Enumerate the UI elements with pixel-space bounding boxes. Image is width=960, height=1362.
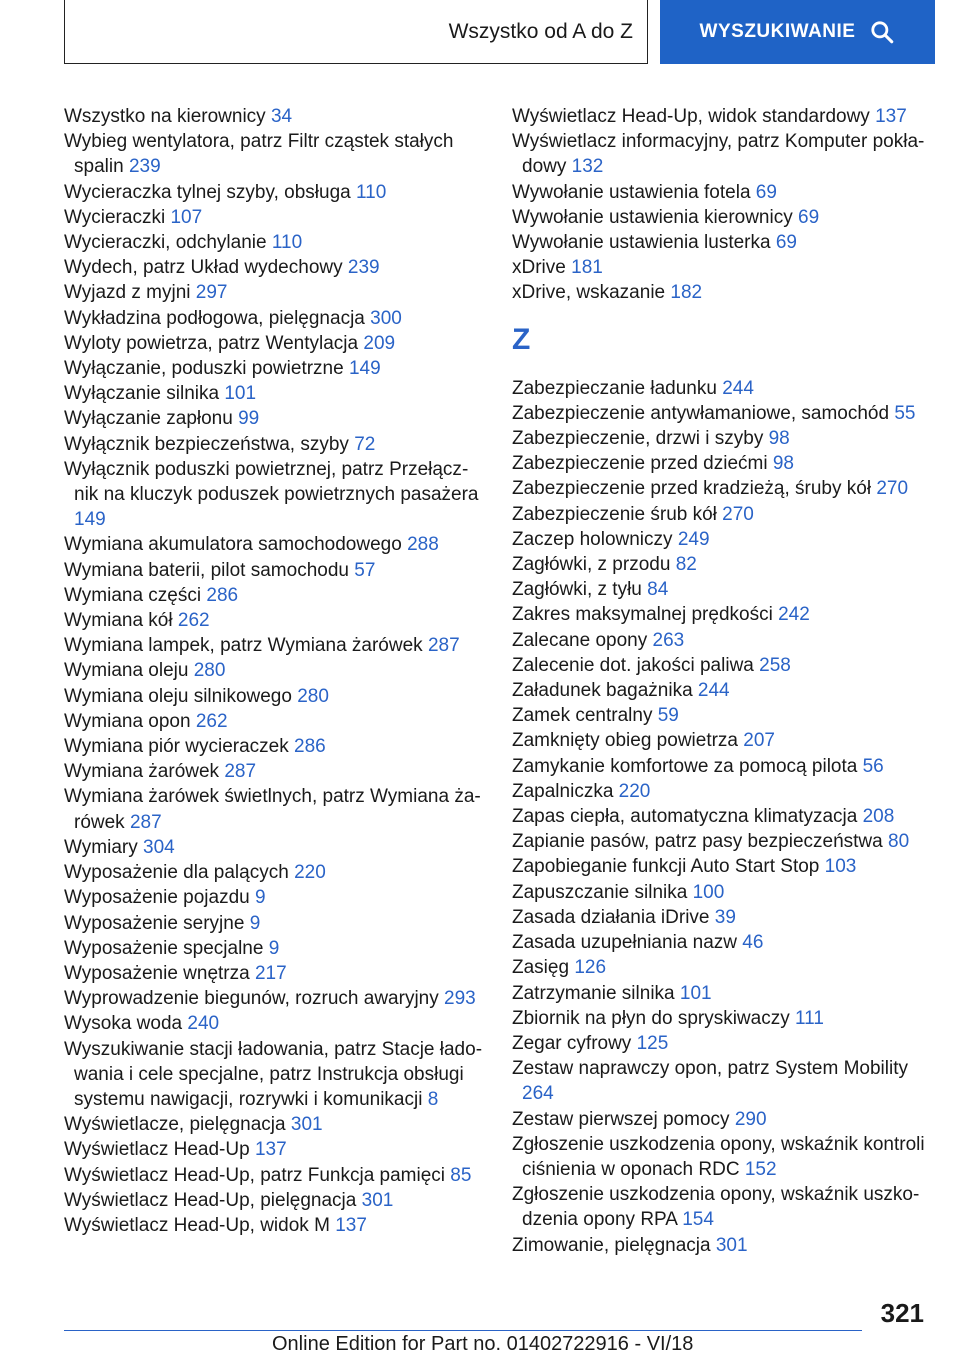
index-entry <box>64 658 484 683</box>
index-entry-text: Wymiana akumulatora samochodowego <box>64 534 402 556</box>
index-entry-text: Wymiana opon <box>64 710 191 732</box>
index-entry-text: Wymiana baterii, pilot samochodu <box>64 559 349 581</box>
index-entry <box>64 255 484 280</box>
index-entry-text: Zabezpieczenie przed dziećmi <box>512 453 768 475</box>
index-entry <box>512 1107 932 1132</box>
index-entry-text: Zbiornik na płyn do spryskiwaczy <box>512 1007 790 1029</box>
index-entry <box>64 885 484 910</box>
index-entry <box>512 577 932 602</box>
footer-divider <box>64 1330 862 1331</box>
index-entry-text: Zamek centralny <box>512 705 653 727</box>
index-entry <box>512 829 932 854</box>
page-reference-link[interactable]: 125 <box>636 1032 669 1054</box>
index-entry-text: Zabezpieczenie śrub kół <box>512 503 717 525</box>
page-reference-link[interactable]: 137 <box>875 106 907 127</box>
index-entry-text: Wyłączanie silnika <box>64 383 220 405</box>
index-entry <box>64 911 484 936</box>
page-reference-link[interactable]: 301 <box>290 1114 323 1136</box>
index-entry-text: Wyświetlacze, pielęgnacja <box>64 1114 286 1136</box>
index-entry-text: Wymiana żarówek świetlnych, patrz Wymiana żarówek <box>64 786 481 833</box>
index-entry <box>64 759 484 784</box>
index-entry-text: Zamknięty obieg powietrza <box>512 730 738 752</box>
page-reference-link[interactable]: 270 <box>876 478 909 500</box>
index-entry-text: Zestaw pierwszej pomocy <box>512 1108 730 1130</box>
index-entry <box>64 784 484 834</box>
page-reference-link[interactable]: 301 <box>361 1189 394 1211</box>
page-reference-link[interactable]: 220 <box>618 780 651 802</box>
page-reference-link[interactable]: 137 <box>335 1214 367 1236</box>
page-reference-link[interactable]: 280 <box>193 660 226 682</box>
index-entry <box>512 1056 932 1106</box>
index-entry <box>512 930 932 955</box>
index-entry <box>512 628 932 653</box>
index-entry <box>512 426 932 451</box>
page-reference-link[interactable]: 9 <box>255 887 266 909</box>
index-entry <box>512 779 932 804</box>
page-reference-link[interactable]: 69 <box>755 181 777 203</box>
page-reference-link[interactable]: 258 <box>759 654 791 676</box>
index-entry <box>64 381 484 406</box>
index-entry <box>512 1233 932 1258</box>
index-entry <box>512 602 932 627</box>
index-entry-text: Wyświetlacz Head-Up, widok M <box>64 1214 330 1236</box>
page-reference-link[interactable]: 101 <box>679 982 712 1004</box>
page-reference-link[interactable]: 262 <box>177 610 210 632</box>
index-entry-text: Zegar cyfrowy <box>512 1032 632 1054</box>
index-entry <box>512 376 932 401</box>
index-entry <box>512 1132 932 1182</box>
index-entry-text: Wymiana części <box>64 584 202 606</box>
page-reference-link[interactable]: 301 <box>715 1234 748 1256</box>
index-entry-text: Wyświetlacz Head-Up, patrz Funkcja pamięci <box>64 1164 446 1186</box>
index-entry <box>512 451 932 476</box>
page-reference-link[interactable]: 239 <box>347 257 380 279</box>
page-reference-link[interactable]: 9 <box>268 937 280 959</box>
index-entry <box>64 457 484 533</box>
index-entry <box>64 129 484 179</box>
index-entry-text: Wywołanie ustawienia lusterka <box>512 232 771 254</box>
page-reference-link[interactable]: 207 <box>743 730 775 752</box>
section-letter-heading: Z <box>512 322 531 356</box>
index-entry <box>512 527 932 552</box>
page-reference-link[interactable]: 249 <box>677 528 710 550</box>
magnifier-icon <box>869 19 895 45</box>
page-reference-link[interactable]: 110 <box>355 181 387 203</box>
index-entry <box>512 552 932 577</box>
page-reference-link[interactable]: 244 <box>722 377 754 399</box>
index-entry <box>512 230 932 255</box>
index-entry <box>512 401 932 426</box>
index-entry <box>512 804 932 829</box>
index-entry-text: Zasada uzupełniania nazw <box>512 932 737 954</box>
page-reference-link[interactable]: 286 <box>294 736 326 758</box>
index-entry-text: Wysoka woda <box>64 1013 183 1035</box>
index-entry-text: Wymiana oleju <box>64 660 189 682</box>
page-reference-link[interactable]: 287 <box>224 761 257 783</box>
index-entry <box>64 432 484 457</box>
index-entry-text: Wycieraczki, odchylanie <box>64 232 267 254</box>
page-reference-link[interactable]: 154 <box>682 1209 714 1231</box>
index-entry-text: Wyposażenie dla palących <box>64 862 289 884</box>
index-entry <box>64 936 484 961</box>
index-entry-text: Wywołanie ustawienia kierownicy <box>512 206 793 228</box>
index-entry-text: Zagłówki, z przodu <box>512 554 671 576</box>
page-reference-link[interactable]: 290 <box>734 1108 767 1130</box>
index-entry <box>64 306 484 331</box>
index-entry <box>64 1213 484 1238</box>
index-entry <box>64 406 484 431</box>
page-reference-link[interactable]: 209 <box>363 332 396 354</box>
index-entry <box>64 532 484 557</box>
page-reference-link[interactable]: 220 <box>294 862 326 884</box>
page-reference-link[interactable]: 181 <box>571 257 603 279</box>
search-button-label: WYSZUKIWANIE <box>699 21 856 42</box>
index-entry-text: Wymiana piór wycieraczek <box>64 736 289 758</box>
index-entry-text: Wymiana żarówek <box>64 761 220 783</box>
page-reference-link[interactable]: 103 <box>824 856 857 878</box>
index-entry-text: Zatrzymanie silnika <box>512 982 675 1004</box>
page-reference-link[interactable]: 149 <box>348 358 381 380</box>
page-reference-link[interactable]: 110 <box>271 232 303 254</box>
page-reference-link[interactable]: 69 <box>798 206 820 228</box>
index-entry-text: Wyłącznik bezpieczeństwa, szyby <box>64 433 349 455</box>
index-entry <box>64 230 484 255</box>
index-entry <box>64 558 484 583</box>
page-reference-link[interactable]: 100 <box>692 881 725 903</box>
page-reference-link[interactable]: 56 <box>862 755 884 777</box>
index-entry <box>512 1031 932 1056</box>
page-reference-link[interactable]: 270 <box>722 503 754 525</box>
index-entry <box>512 678 932 703</box>
index-entry <box>512 653 932 678</box>
index-entry-text: Wyłączanie zapłonu <box>64 408 233 430</box>
index-entry-text: Wymiary <box>64 836 138 858</box>
index-entry <box>512 180 932 205</box>
page-number: 321 <box>880 1298 924 1328</box>
index-entry <box>64 961 484 986</box>
index-entry-text: Wymiana lampek, patrz Wymiana żarówek <box>64 635 423 657</box>
index-entry-text: Wyprowadzenie biegunów, rozruch awaryjny <box>64 988 439 1010</box>
index-entry <box>512 104 932 129</box>
index-entry-text: Zabezpieczenie antywłamaniowe, samochód <box>512 402 890 424</box>
page-reference-link[interactable]: 126 <box>574 957 607 979</box>
index-entry-text: Zabezpieczanie ładunku <box>512 377 717 399</box>
index-entry-text: Zasada działania iDrive <box>512 906 710 928</box>
page-reference-link[interactable]: 182 <box>670 282 703 304</box>
page-reference-link[interactable]: 264 <box>522 1083 554 1105</box>
index-entry <box>512 1182 932 1232</box>
index-entry-text: Wyłącznik poduszki powietrznej, patrz Przełącznik na kluczyk poduszek powietrznych pasażera <box>64 458 479 506</box>
index-entry <box>64 1163 484 1188</box>
index-entry-text: Wyloty powietrza, patrz Wentylacja <box>64 332 359 354</box>
index-entry-text: Zapuszczanie silnika <box>512 881 688 903</box>
index-entry-text: Wyłączanie, poduszki powietrzne <box>64 358 344 380</box>
index-entry <box>64 633 484 658</box>
index-entry <box>512 981 932 1006</box>
index-entry-text: Wymiana oleju silnikowego <box>64 685 292 707</box>
index-entry <box>64 205 484 230</box>
index-entry <box>64 1011 484 1036</box>
index-entry <box>512 129 932 179</box>
page-reference-link[interactable]: 217 <box>254 962 287 984</box>
index-entry-text: Zestaw naprawczy opon, patrz System Mobility <box>512 1058 908 1080</box>
page-reference-link[interactable]: 262 <box>195 710 228 732</box>
page-reference-link[interactable]: 152 <box>744 1158 777 1180</box>
index-entry-text: Zasięg <box>512 957 570 979</box>
page-reference-link[interactable]: 55 <box>894 402 916 424</box>
index-entry-text: Wymiana kół <box>64 610 173 632</box>
index-entry-text: Zgłoszenie uszkodzenia opony, wskaźnik kontroli ciśnienia w oponach RDC <box>512 1133 925 1180</box>
index-entry <box>64 835 484 860</box>
page-reference-link[interactable]: 34 <box>270 106 293 127</box>
index-entry <box>512 280 932 305</box>
index-entry <box>64 280 484 305</box>
index-entry <box>512 502 932 527</box>
index-entry-text: xDrive <box>512 257 566 279</box>
index-entry-text: Wyposażenie seryjne <box>64 912 245 934</box>
index-entry <box>64 1137 484 1162</box>
index-column-right <box>512 104 932 1258</box>
page-reference-link[interactable]: 239 <box>128 156 161 178</box>
page-reference-link[interactable]: 99 <box>238 408 260 430</box>
index-entry-text: Zapas ciepła, automatyczna klimatyzacja <box>512 806 858 828</box>
index-entry-text: Wyświetlacz informacyjny, patrz Komputer pokładowy <box>512 131 925 178</box>
page-reference-link[interactable]: 107 <box>170 206 203 228</box>
index-entry-text: Zabezpieczenie, drzwi i szyby <box>512 428 764 450</box>
page-reference-link[interactable]: 293 <box>444 988 476 1010</box>
page-reference-link[interactable]: 297 <box>195 282 228 304</box>
page-reference-link[interactable]: 72 <box>354 433 376 455</box>
index-entry <box>512 703 932 728</box>
index-entry-text: Wycieraczka tylnej szyby, obsługa <box>64 181 351 203</box>
index-entry <box>512 905 932 930</box>
page-reference-link[interactable]: 46 <box>742 932 764 954</box>
page-reference-link[interactable]: 39 <box>714 906 736 928</box>
index-entry-text: Załadunek bagażnika <box>512 680 693 702</box>
index-entry-text: Wycieraczki <box>64 206 166 228</box>
search-button[interactable] <box>660 0 935 64</box>
index-entry-text: Zapianie pasów, patrz pasy bezpieczeństwa <box>512 831 883 853</box>
index-entry <box>512 728 932 753</box>
index-entry-text: Wydech, patrz Układ wydechowy <box>64 257 343 279</box>
page-reference-link[interactable]: 263 <box>652 629 685 651</box>
index-entry <box>64 104 484 129</box>
section-tab-title: Wszystko od A do Z <box>448 19 633 43</box>
page-reference-link[interactable]: 280 <box>297 685 329 707</box>
page-reference-link[interactable]: 240 <box>187 1013 220 1035</box>
index-entry <box>512 754 932 779</box>
page-reference-link[interactable]: 132 <box>571 156 604 178</box>
page-reference-link[interactable]: 208 <box>862 806 895 828</box>
index-entry <box>64 1188 484 1213</box>
index-entry-text: Zgłoszenie uszkodzenia opony, wskaźnik uszkodzenia opony RPA <box>512 1184 920 1231</box>
index-entry-text: Zakres maksymalnej prędkości <box>512 604 773 626</box>
index-entry <box>512 255 932 280</box>
page-reference-link[interactable]: 80 <box>888 831 910 853</box>
index-entry-text: Zapobieganie funkcji Auto Start Stop <box>512 856 820 878</box>
index-entry-text: Wyszukiwanie stacji ładowania, patrz Stacje ładowania i cele specjalne, patrz Instrukcja obsługi systemu nawigacji, rozrywki i komunikacji <box>64 1038 483 1110</box>
index-entry <box>64 684 484 709</box>
page-reference-link[interactable]: 287 <box>427 635 460 657</box>
page-reference-link[interactable]: 82 <box>675 554 697 576</box>
page-reference-link[interactable]: 242 <box>778 604 810 626</box>
index-entry <box>512 854 932 879</box>
page-reference-link[interactable]: 84 <box>647 579 669 601</box>
index-entry-text: Zapalniczka <box>512 780 614 802</box>
page-reference-link[interactable]: 286 <box>206 584 239 606</box>
page-reference-link[interactable]: 9 <box>249 912 261 934</box>
index-entry-text: Wszystko na kierownicy <box>64 106 266 127</box>
index-entry-text: Wyświetlacz Head-Up, widok standardowy <box>512 106 870 127</box>
page-reference-link[interactable]: 59 <box>657 705 679 727</box>
index-entry <box>64 583 484 608</box>
index-entry <box>64 734 484 759</box>
index-entry-text: Wywołanie ustawienia fotela <box>512 181 751 203</box>
page-reference-link[interactable]: 85 <box>450 1164 472 1186</box>
section-tab[interactable] <box>64 0 648 64</box>
page-reference-link[interactable]: 8 <box>427 1088 439 1110</box>
index-entry <box>64 709 484 734</box>
page-reference-link[interactable]: 287 <box>129 811 162 833</box>
index-entry <box>64 986 484 1011</box>
page-reference-link[interactable]: 300 <box>370 307 402 329</box>
page-reference-link[interactable]: 244 <box>697 680 730 702</box>
index-entry <box>64 608 484 633</box>
page-reference-link[interactable]: 111 <box>795 1007 824 1029</box>
index-entry-text: Zaczep holowniczy <box>512 528 673 550</box>
page-reference-link[interactable]: 149 <box>74 509 106 531</box>
index-entry <box>64 180 484 205</box>
page-reference-link[interactable]: 101 <box>224 383 257 405</box>
index-entry <box>512 955 932 980</box>
page-reference-link[interactable]: 69 <box>775 232 797 254</box>
index-entry-text: Zabezpieczenie przed kradzieżą, śruby kół <box>512 478 872 500</box>
index-entry <box>64 860 484 885</box>
index-entry-text: Wyposażenie wnętrza <box>64 962 250 984</box>
page-reference-link[interactable]: 98 <box>768 428 790 450</box>
index-entry-text: Wykładzina podłogowa, pielęgnacja <box>64 307 365 329</box>
page-reference-link[interactable]: 288 <box>407 534 439 556</box>
index-entry <box>512 880 932 905</box>
index-entry-text: xDrive, wskazanie <box>512 282 666 304</box>
page-reference-link[interactable]: 137 <box>254 1139 287 1161</box>
index-entry-text: Wyświetlacz Head-Up, pielęgnacja <box>64 1189 357 1211</box>
index-entry-text: Wybieg wentylatora, patrz Filtr cząstek stałych spalin <box>64 131 454 178</box>
page-reference-link[interactable]: 304 <box>143 836 175 858</box>
index-entry-text: Wyposażenie pojazdu <box>64 887 250 909</box>
page-reference-link[interactable]: 98 <box>772 453 794 475</box>
index-entry <box>64 1037 484 1113</box>
index-entry <box>512 1006 932 1031</box>
index-entry-text: Zalecenie dot. jakości paliwa <box>512 654 754 676</box>
index-entry-text: Wyposażenie specjalne <box>64 937 264 959</box>
index-entry <box>64 331 484 356</box>
index-entry <box>64 356 484 381</box>
index-entry-text: Zalecane opony <box>512 629 648 651</box>
index-entry-text: Zimowanie, pielęgnacja <box>512 1234 711 1256</box>
index-entry-text: Wyświetlacz Head-Up <box>64 1139 250 1161</box>
index-entry-text: Zamykanie komfortowe za pomocą pilota <box>512 755 858 777</box>
index-column-left <box>64 104 484 1238</box>
index-entry-text: Zagłówki, z tyłu <box>512 579 642 601</box>
index-entry <box>512 476 932 501</box>
index-entry <box>512 205 932 230</box>
edition-note: Online Edition for Part no. 01402722916 - VI/18 <box>272 1333 694 1355</box>
index-entry <box>64 1112 484 1137</box>
index-entry-text: Wyjazd z myjni <box>64 282 191 304</box>
page-reference-link[interactable]: 57 <box>354 559 376 581</box>
